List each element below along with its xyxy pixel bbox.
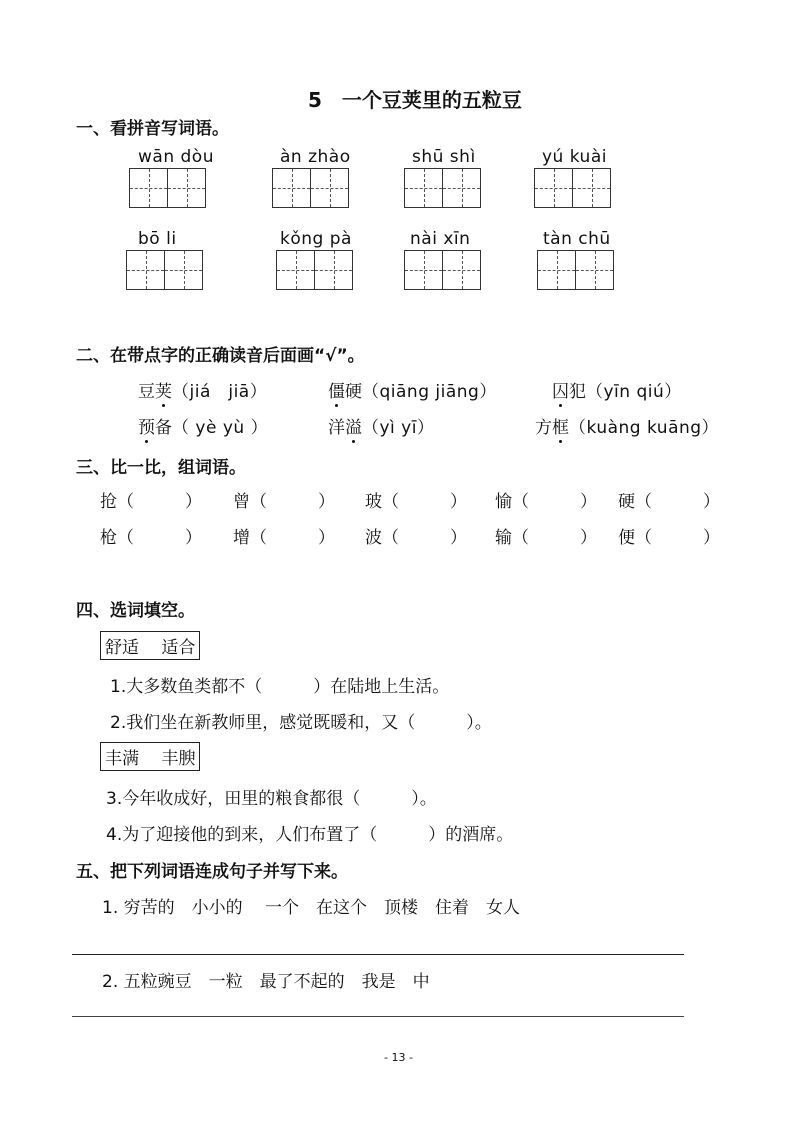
- word-choice-box: 丰满 丰腴: [100, 742, 200, 771]
- pronunciation-item: 预备（ yè yù ）: [138, 413, 268, 438]
- page-title: 5 一个豆荚里的五粒豆: [308, 88, 522, 112]
- compare-item[interactable]: 输（ ）: [495, 528, 597, 548]
- compare-item[interactable]: 抢（ ）: [100, 492, 202, 512]
- writing-box[interactable]: [129, 168, 206, 208]
- pronunciation-options[interactable]: （yì yī）: [362, 418, 435, 438]
- section2-heading: 二、在带点字的正确读音后面画“√”。: [76, 346, 365, 366]
- pronunciation-options[interactable]: （kuàng kuāng）: [569, 418, 720, 438]
- dotted-char: 预: [138, 413, 155, 438]
- pinyin-label: shū shì: [412, 147, 476, 167]
- writing-box[interactable]: [126, 250, 203, 290]
- section1-heading: 一、看拼音写词语。: [76, 119, 229, 139]
- writing-box[interactable]: [404, 168, 481, 208]
- word-choice-box: 舒适 适合: [100, 631, 200, 660]
- fill-question[interactable]: 2.我们坐在新教师里，感觉既暖和，又（ ）。: [110, 713, 492, 733]
- pinyin-label: wān dòu: [138, 147, 214, 167]
- writing-box[interactable]: [537, 250, 614, 290]
- dotted-char: 僵: [328, 377, 345, 402]
- sentence-question: 1. 穷苦的 小小的 一个 在这个 顶楼 住着 女人: [102, 898, 521, 918]
- section5-heading: 五、把下列词语连成句子并写下来。: [76, 862, 348, 882]
- writing-box[interactable]: [534, 168, 611, 208]
- pronunciation-item: 僵硬（qiāng jiāng）: [328, 377, 497, 402]
- compare-item[interactable]: 波（ ）: [365, 528, 467, 548]
- compare-item[interactable]: 曾（ ）: [233, 492, 335, 512]
- compare-item[interactable]: 玻（ ）: [365, 492, 467, 512]
- dotted-char: 囚: [552, 377, 569, 402]
- fill-question[interactable]: 4.为了迎接他的到来，人们布置了（ ）的酒席。: [106, 825, 514, 845]
- sentence-question: 2. 五粒豌豆 一粒 最了不起的 我是 中: [102, 972, 430, 992]
- pinyin-label: yú kuài: [542, 147, 607, 167]
- compare-item[interactable]: 便（ ）: [618, 528, 720, 548]
- writing-box[interactable]: [272, 168, 349, 208]
- fill-question[interactable]: 1.大多数鱼类都不（ ）在陆地上生活。: [110, 677, 450, 697]
- pronunciation-item: 豆荚（jiá jiā）: [138, 377, 267, 402]
- dotted-char: 荚: [155, 377, 172, 402]
- pronunciation-item: 囚犯（yīn qiú）: [552, 377, 682, 402]
- pronunciation-options[interactable]: （qiāng jiāng）: [362, 382, 497, 402]
- pronunciation-options[interactable]: （jiá jiā）: [172, 382, 268, 402]
- compare-item[interactable]: 枪（ ）: [100, 528, 202, 548]
- answer-line[interactable]: [72, 954, 684, 955]
- pronunciation-item: 洋溢（yì yī）: [328, 413, 434, 438]
- answer-line[interactable]: [72, 1016, 684, 1017]
- section4-heading: 四、选词填空。: [76, 601, 195, 621]
- writing-box[interactable]: [276, 250, 353, 290]
- pinyin-label: nài xīn: [410, 229, 471, 249]
- pronunciation-options[interactable]: （ yè yù ）: [172, 418, 269, 438]
- writing-box[interactable]: [404, 250, 481, 290]
- dotted-char: 框: [552, 413, 569, 438]
- page-number: - 13 -: [384, 1051, 413, 1064]
- pinyin-label: bō li: [138, 229, 177, 249]
- pinyin-label: tàn chū: [543, 229, 611, 249]
- compare-item[interactable]: 愉（ ）: [495, 492, 597, 512]
- pronunciation-options[interactable]: （yīn qiú）: [586, 382, 682, 402]
- fill-question[interactable]: 3.今年收成好，田里的粮食都很（ ）。: [106, 789, 437, 809]
- section3-heading: 三、比一比，组词语。: [76, 458, 246, 478]
- pronunciation-item: 方框（kuàng kuāng）: [535, 413, 719, 438]
- compare-item[interactable]: 硬（ ）: [618, 492, 720, 512]
- pinyin-label: àn zhào: [280, 147, 351, 167]
- dotted-char: 溢: [345, 413, 362, 438]
- compare-item[interactable]: 增（ ）: [233, 528, 335, 548]
- pinyin-label: kǒng pà: [280, 229, 352, 249]
